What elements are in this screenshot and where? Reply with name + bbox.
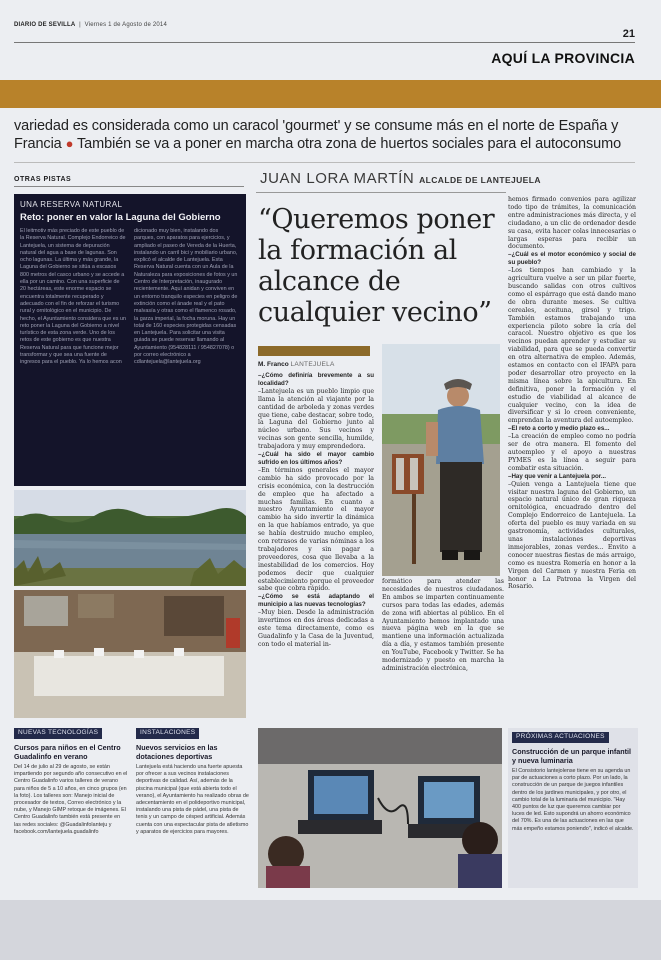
answer: –La creación de empleo como no podría ser de otra manera. El fomento del autoempleo y el apoyo a nuestras PYMES es la línea a seguir para combatir esta situación.: [508, 433, 636, 472]
divider: [14, 186, 244, 187]
issue-date: Viernes 1 de Agosto de 2014: [84, 22, 167, 28]
box-title: Reto: poner en valor la Laguna del Gobierno: [20, 212, 221, 223]
bottom-briefs: [14, 728, 250, 918]
mayor-portrait-photo: [382, 344, 500, 576]
answer-continued: hemos firmado convenios para agilizar todo tipo de trámites, la comunicación entre administraciones más directa, y el ciudadano, a un clic de ordenador desde su casa, evita hacer colas innecesarias o largas esperas para recibir un documento.: [508, 196, 636, 251]
article-column-3: [508, 196, 636, 716]
interviewee-role: ALCALDE DE LANTEJUELA: [419, 175, 541, 185]
brief-tag: INSTALACIONES: [136, 728, 199, 739]
brief-title: Cursos para niños en el Centro Guadalinfo en verano: [14, 743, 121, 761]
interviewee-name: JUAN LORA MARTÍN: [260, 170, 415, 187]
brief-text: Lantejuela está haciendo una fuerte apuesta por ofrecer a sus vecinos instalaciones deportivas de calidad. Así, además de la piscina municipal (que está abierta todo el verano), el Ayuntamiento ha realizado obras de adecentamiento en el polideportivo municipal, instalando una pista de pádel, una pista de tenis y un campo de césped artificial. Además cuenta con una espectacular pista de atletismo y aparatos de ejercicios para mayores.: [136, 764, 249, 835]
brief-nuevas-tecnologias: [14, 728, 128, 918]
color-band: [0, 80, 661, 108]
otras-pistas-label: OTRAS PISTAS: [14, 176, 72, 183]
byline: [258, 361, 335, 368]
answer: –Lantejuela es un pueblo limpio que llama la atención al viajante por la cantidad de arboleda y zonas verdes que tiene, cabe destacar, sobre todo, la Laguna del Gobierno junto al núcleo urbano. Sus vecinos y vecinas son gente sencilla, humilde, trabajadora y muy emprendedora.: [258, 387, 374, 451]
subhead-line-1: variedad es considerada como un caracol 'gourmet' y se consume más en el norte de España y: [14, 118, 619, 134]
box-text-col-1: El leitmotiv más preciado de este pueblo de la Reserva Natural. Complejo Endorreico de Lantejuela, un sistema de depuración natural del agua a base de lagunas. Son ocho lagunas. La última y más grande, la Laguna del Gobierno se sitúa a escasos 800 metros del casco urbano y se accede a ella por un camino. Con una superficie de 20 hectáreas, este enorme espacio se encuentra totalmente recuperado y adecuado con el fin de reforzar el turismo rural y ornitológico en el municipio. De hecho, el Ayuntamiento considera que es un reto poner la Laguna del Gobierno a nivel turístico de esta zona verde. Uno de los retos de este gobierno es que nuestra Reserva Natural para que funcione mejor transformar y que sea una fuente de ingresos para el pueblo. Ya lo hemos acon: [20, 228, 126, 366]
brief-text: El Consistorio lantejolense tiene en su agenda un par de actuaciones a corto plazo. Por un lado, la construcción de un parque de juegos infantiles dentro de los jardines municipales, y por otro, el cambio total de la luminaria del municipio. "Hay 400 puntos de luz que queremos cambiar por luces de led. Esto supondrá un ahorro económico del 70%. Es una de las actuaciones en las que más empeño estamos poniendo", indicó el alcalde.: [512, 768, 634, 832]
section-title: AQUÍ LA PROVINCIA: [491, 50, 635, 66]
question: –Hay que venir a Lantejuela por...: [508, 472, 607, 480]
question: –¿Cómo se está adaptando el municipio a las nuevas tecnologías?: [258, 593, 374, 609]
question: –¿Cuál es el motor económico y social de su pueblo?: [508, 251, 636, 267]
brief-title: Construcción de un parque infantil y nueva luminaria: [512, 747, 631, 765]
paper-name: DIARIO DE SEVILLA: [14, 22, 76, 28]
question: –¿Cómo definiría brevemente a su localidad?: [258, 372, 374, 387]
brief-title: Nuevos servicios en las dotaciones deportivas: [136, 743, 218, 761]
box-text: [20, 228, 240, 480]
subhead-line-2-a: Francia: [14, 136, 62, 152]
interviewee: [260, 170, 541, 187]
brief-instalaciones: [136, 728, 250, 918]
page-bottom-margin: [0, 900, 661, 960]
answer: –Quien venga a Lantejuela tiene que visitar nuestra laguna del Gobierno, un espacio natural único de gran riqueza ornitológica, encuadrado dentro del Complejo Endorreico de Lantejuela. La oferta del pueblo es muy variada en su gastronomía, actividades culturales, unas instalaciones deportivas inmejorables, zonas verdes... Envito a conocer nuestras fiestas de más arraigo, como es nuestra Romería en honor a la Virgen del Carmen y nuestra Feria en honor a La Patrona la Virgen del Rosario.: [508, 480, 636, 591]
answer: –Los tiempos han cambiado y la agricultura vuelve a ser un pilar fuerte, buscando salidas con otros cultivos como el espárrago que está dando mano de obra durante meses. Se cultiva cereales, aceituna, girsol y trigo. También estamos trabajando una experiencia piloto sobre la cría del caracol. Nuestro objetivo es que los vecinos puedan aprender y estudiar su viabilidad, para que se pueda convertir en otra alternativa de empleo. Además, estamos en contacto con el IFAPA para poder desarrollar otro proyecto en la misma línea sobre la apicultura. En definitiva, poner la formación y el estudio de viabilidad al alcance de cualquier vecino, con la idea de diversificar y si lo creen conveniente, emprendan la aventura del autoempleo.: [508, 267, 636, 425]
subhead-line-2-b: También se va a poner en marcha otra zona de huertos sociales para el autoconsumo: [77, 136, 622, 152]
question: –¿Cuál ha sido el mayor cambio sufrido en los últimos años?: [258, 451, 374, 466]
lagoon-photo: [14, 490, 246, 586]
byline-place: LANTEJUELA: [290, 361, 335, 368]
answer: –En términos generales el mayor cambio ha sido provocado por la crisis económica, con la destrucción de empleo que ha afectado a muchas familias. En cuanto a nuestro Ayuntamiento el mayor cambio ha sido invertir la dinámica en la que habíamos entrado, ya que se había destruido mucho empleo, con retrasos de varias nóminas a los trabajadores y sin pagar a proveedores, cosa que llevaba a la inestabilidad de los comercios. Hoy podemos decir que cualquier establecimiento porque el proveedor sabe que cobra rápido.: [258, 466, 374, 593]
brief-tag: PRÓXIMAS ACTUACIONES: [512, 732, 609, 743]
masthead: DIARIO DE SEVILLA | Viernes 1 de Agosto de 2014: [14, 22, 167, 28]
aula-naturaleza-photo: [14, 590, 246, 718]
box-kicker: UNA RESERVA NATURAL: [20, 200, 123, 209]
answer-continued: formático para atender las necesidades de nuestros ciudadanos. En ambos se imparten continuamente cursos para todas las edades, además de zona wifi abiertas al público. En el Ayuntamiento hemos implantado una nueva página web en la que se mantiene una información actualizada día a día, y estamos también presente en YouTube, Facebook y Twitter. Se ha modernizado y puesto en marcha la administración electrónica,: [382, 578, 504, 672]
headline: “Queremos poner la formación al alcance de cualquier vecino”: [258, 204, 495, 328]
bullet-icon: ●: [65, 136, 74, 151]
reserva-natural-box: [14, 194, 246, 486]
guadalinfo-class-photo: [258, 728, 502, 888]
divider: [14, 162, 635, 163]
accent-bar: [258, 346, 370, 356]
article-column-1: [258, 372, 374, 760]
brief-text: Del 14 de julio al 29 de agosto, se están impartiendo por segundo año consecutivo en el Centro Guadalinfo varios talleres de verano para niños de 5 a 10 años, en cinco grupos (en la foto). Los talleres son: Manejo inicial de procesador de textos, Correo electrónico y la nube, y Manejo GIMP retoque de imágenes. El Centro Guadalinfo también está presente en las redes sociales: @Guadalinfolanteju y facebook.com/lantejuela.guadalinfo: [14, 764, 128, 835]
page-number: 21: [622, 28, 635, 40]
proximas-actuaciones-box: [508, 728, 638, 888]
brief-tag: NUEVAS TECNOLOGÍAS: [14, 728, 102, 739]
box-text-col-2: dicionado muy bien, instalando dos parques, con aparatos para ejercicios, y ampliado el paseo de Vereda de la Huerta, instalando un carril bici y mobiliario urbano, explicó el alcalde de Lantejuela. Esta Reserva Natural cuenta con un Aula de la Naturaleza para exposiciones de fotos y un Centro de Interpretación, inaugurado recientemente. Aquí anidan y conviven en un entorno tranquilo especies en peligro de extinción como el ánade real y el pato malvasía y otras como el flamenco rosado, la garza imperial, la focha moruna. Hay un total de 160 especies protegidas censadas en Lantejuela. Para solicitar una visita guiada se puede reservar llamando al Ayuntamiento (954828111 / 954827078) o por correo electrónico a cdlantejuela@lantejuela.org: [134, 228, 238, 366]
byline-name: M. Franco: [258, 361, 289, 368]
subhead-line-2: [14, 136, 631, 152]
header-rule: [14, 42, 635, 43]
divider: [256, 192, 506, 193]
question: –El reto a corto y medio plazo es...: [508, 425, 610, 433]
answer: –Muy bien. Desde la administración invertimos en dos áreas dedicadas a este tema directamente, como es Guadalinfo y la Casa de la Juventud, con todo el material in-: [258, 609, 374, 648]
